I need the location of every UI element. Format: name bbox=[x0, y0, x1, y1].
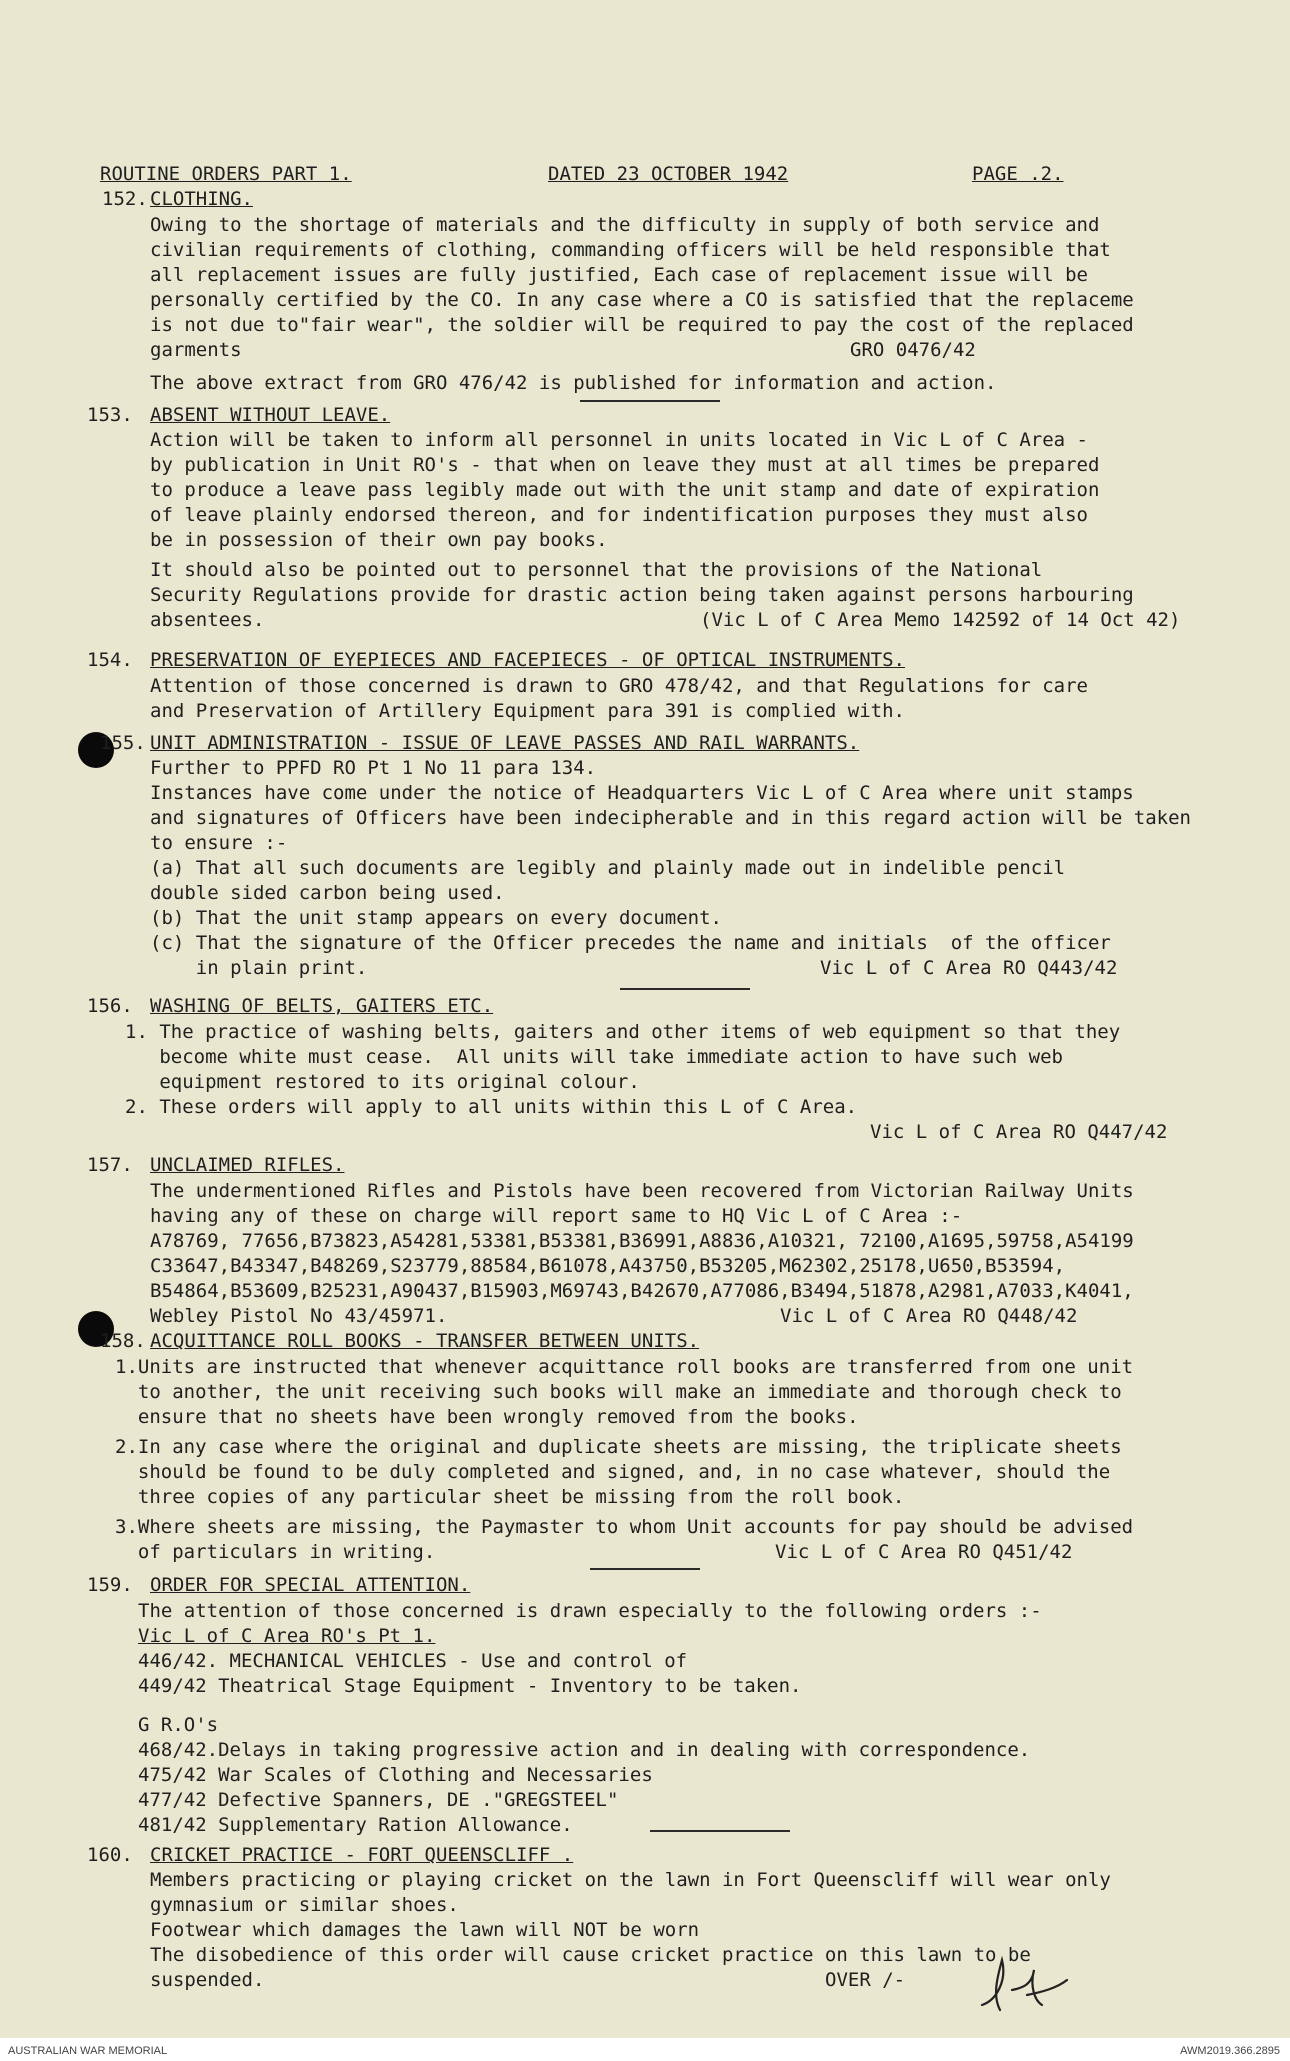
body-line: (c) That the signature of the Officer precedes the name and initials of the officer bbox=[150, 932, 1111, 954]
body-line: and signatures of Officers have been indecipherable and in this regard action will be taken bbox=[150, 807, 1191, 829]
list-item: 468/42.Delays in taking progressive action and in dealing with correspondence. bbox=[138, 1739, 1031, 1761]
subheading: G R.O's bbox=[138, 1714, 219, 1736]
section-heading: WASHING OF BELTS, GAITERS ETC. bbox=[150, 995, 494, 1017]
body-line: double sided carbon being used. bbox=[150, 882, 505, 904]
section-number: 160. bbox=[87, 1844, 133, 1866]
section-heading: UNIT ADMINISTRATION - ISSUE OF LEAVE PASSES AND RAIL WARRANTS. bbox=[150, 732, 860, 754]
list-item: 481/42 Supplementary Ration Allowance. bbox=[138, 1814, 573, 1836]
body-line: of leave plainly endorsed thereon, and for indentification purposes they must also bbox=[150, 504, 1088, 526]
section-number: 156. bbox=[87, 995, 133, 1017]
body-line: 2. These orders will apply to all units within this L of C Area. bbox=[125, 1096, 858, 1118]
order-reference: Vic L of C Area RO Q443/42 bbox=[820, 957, 1118, 979]
body-line: of particulars in writing. bbox=[115, 1541, 436, 1563]
body-line: civilian requirements of clothing, commanding officers will be held responsible that bbox=[150, 239, 1111, 261]
section-heading: CRICKET PRACTICE - FORT QUEENSCLIFF . bbox=[150, 1844, 574, 1866]
body-line: to produce a leave pass legibly made out with the unit stamp and date of expiration bbox=[150, 479, 1100, 501]
body-line: by publication in Unit RO's - that when on leave they must at all times be prepared bbox=[150, 454, 1100, 476]
body-line: to another, the unit receiving such books will make an immediate and thorough check to bbox=[115, 1381, 1122, 1403]
section-heading: ABSENT WITHOUT LEAVE. bbox=[150, 404, 391, 426]
body-line: The disobedience of this order will cause cricket practice on this lawn to be bbox=[150, 1944, 1031, 1966]
body-line: C33647,B43347,B48269,S23779,88584,B61078,A43750,B53205,M62302,25178,U650,B53594, bbox=[150, 1255, 1066, 1277]
body-line: B54864,B53609,B25231,A90437,B15903,M69743,B42670,A77086,B3494,51878,A2981,A7033,K4041, bbox=[150, 1280, 1134, 1302]
separator-rule bbox=[650, 1830, 790, 1832]
body-line: 1.Units are instructed that whenever acquittance roll books are transferred from one unit bbox=[115, 1356, 1134, 1378]
body-line: equipment restored to its original colour. bbox=[125, 1071, 640, 1093]
body-line: Security Regulations provide for drastic action being taken against persons harbouring bbox=[150, 584, 1134, 606]
body-line: should be found to be duly completed and signed, and, in no case whatever, should the bbox=[115, 1461, 1111, 1483]
body-line: Further to PPFD RO Pt 1 No 11 para 134. bbox=[150, 757, 597, 779]
separator-rule bbox=[620, 988, 750, 990]
body-line: A78769, 77656,B73823,A54281,53381,B53381,B36991,A8836,A10321, 72100,A1695,59758,A54199 bbox=[150, 1230, 1134, 1252]
section-number: 158. bbox=[100, 1330, 146, 1352]
body-line: 1. The practice of washing belts, gaiters and other items of web equipment so that they bbox=[125, 1021, 1121, 1043]
list-item: 475/42 War Scales of Clothing and Necessaries bbox=[138, 1764, 653, 1786]
body-line: The above extract from GRO 476/42 is published for information and action. bbox=[150, 372, 997, 394]
body-line: be in possession of their own pay books. bbox=[150, 529, 608, 551]
footer-accession: AWM2019.366.2895 bbox=[1180, 2045, 1280, 2057]
section-heading: ACQUITTANCE ROLL BOOKS - TRANSFER BETWEEN UNITS. bbox=[150, 1330, 700, 1352]
list-item: 446/42. MECHANICAL VEHICLES - Use and control of bbox=[138, 1650, 688, 1672]
body-line: (b) That the unit stamp appears on every document. bbox=[150, 907, 722, 929]
section-heading: CLOTHING. bbox=[150, 188, 253, 210]
header-page: PAGE .2. bbox=[972, 163, 1064, 185]
separator-rule bbox=[590, 1568, 700, 1570]
header-title: ROUTINE ORDERS PART 1. bbox=[100, 163, 352, 185]
body-line: (a) That all such documents are legibly and plainly made out in indelible pencil bbox=[150, 857, 1066, 879]
body-line: The attention of those concerned is drawn especially to the following orders :- bbox=[138, 1600, 1042, 1622]
body-line: and Preservation of Artillery Equipment para 391 is complied with. bbox=[150, 700, 905, 722]
body-line: Footwear which damages the lawn will NOT be worn bbox=[150, 1919, 700, 1941]
body-line: It should also be pointed out to personnel that the provisions of the National bbox=[150, 559, 1043, 581]
body-line: having any of these on charge will report same to HQ Vic L of C Area :- bbox=[150, 1205, 963, 1227]
section-number: 153. bbox=[87, 404, 133, 426]
body-line: Owing to the shortage of materials and the difficulty in supply of both service and bbox=[150, 214, 1100, 236]
body-line: garments bbox=[150, 339, 242, 361]
body-line: Attention of those concerned is drawn to GRO 478/42, and that Regulations for care bbox=[150, 675, 1088, 697]
body-line: The undermentioned Rifles and Pistols have been recovered from Victorian Railway Units bbox=[150, 1180, 1134, 1202]
body-line: Webley Pistol No 43/45971. bbox=[150, 1305, 448, 1327]
body-line: 3.Where sheets are missing, the Paymaster to whom Unit accounts for pay should be advised bbox=[115, 1516, 1134, 1538]
order-reference: Vic L of C Area RO Q451/42 bbox=[775, 1541, 1073, 1563]
header-dated: DATED 23 OCTOBER 1942 bbox=[548, 163, 789, 185]
body-line: Action will be taken to inform all personnel in units located in Vic L of C Area - bbox=[150, 429, 1088, 451]
order-reference: GRO 0476/42 bbox=[850, 339, 976, 361]
body-line: gymnasium or similar shoes. bbox=[150, 1894, 459, 1916]
section-number: 154. bbox=[87, 649, 133, 671]
body-line: ensure that no sheets have been wrongly removed from the books. bbox=[115, 1406, 859, 1428]
section-number: 157. bbox=[87, 1154, 133, 1176]
body-line: suspended. bbox=[150, 1969, 265, 1991]
subheading: Vic L of C Area RO's Pt 1. bbox=[138, 1625, 436, 1647]
over-marker: OVER /- bbox=[825, 1969, 906, 1991]
body-line: personally certified by the CO. In any case where a CO is satisfied that the replaceme bbox=[150, 289, 1134, 311]
body-line: three copies of any particular sheet be missing from the roll book. bbox=[115, 1486, 905, 1508]
list-item: 449/42 Theatrical Stage Equipment - Inventory to be taken. bbox=[138, 1675, 802, 1697]
footer-source: AUSTRALIAN WAR MEMORIAL bbox=[8, 2045, 168, 2057]
handwritten-initials bbox=[972, 1950, 1082, 2020]
section-heading: PRESERVATION OF EYEPIECES AND FACEPIECES - OF OPTICAL INSTRUMENTS. bbox=[150, 649, 905, 671]
section-heading: ORDER FOR SPECIAL ATTENTION. bbox=[150, 1574, 471, 1596]
body-line: Instances have come under the notice of Headquarters Vic L of C Area where unit stamps bbox=[150, 782, 1134, 804]
body-line: absentees. bbox=[150, 609, 265, 631]
body-line: to ensure :- bbox=[150, 832, 288, 854]
order-reference: Vic L of C Area RO Q447/42 bbox=[870, 1121, 1168, 1143]
body-line: in plain print. bbox=[150, 957, 368, 979]
body-line: all replacement issues are fully justified, Each case of replacement issue will be bbox=[150, 264, 1088, 286]
separator-rule bbox=[580, 400, 720, 402]
section-number: 155. bbox=[100, 732, 146, 754]
body-line: Members practicing or playing cricket on the lawn in Fort Queenscliff will wear only bbox=[150, 1869, 1111, 1891]
body-line: is not due to"fair wear", the soldier will be required to pay the cost of the replaced bbox=[150, 314, 1134, 336]
list-item: 477/42 Defective Spanners, DE ."GREGSTEEL" bbox=[138, 1789, 619, 1811]
order-reference: Vic L of C Area RO Q448/42 bbox=[780, 1305, 1078, 1327]
archive-footer bbox=[0, 2040, 1290, 2061]
order-reference: (Vic L of C Area Memo 142592 of 14 Oct 42) bbox=[700, 609, 1181, 631]
body-line: 2.In any case where the original and duplicate sheets are missing, the triplicate sheets bbox=[115, 1436, 1122, 1458]
section-number: 152. bbox=[102, 188, 148, 210]
section-heading: UNCLAIMED RIFLES. bbox=[150, 1154, 345, 1176]
section-number: 159. bbox=[87, 1574, 133, 1596]
body-line: become white must cease. All units will take immediate action to have such web bbox=[125, 1046, 1063, 1068]
